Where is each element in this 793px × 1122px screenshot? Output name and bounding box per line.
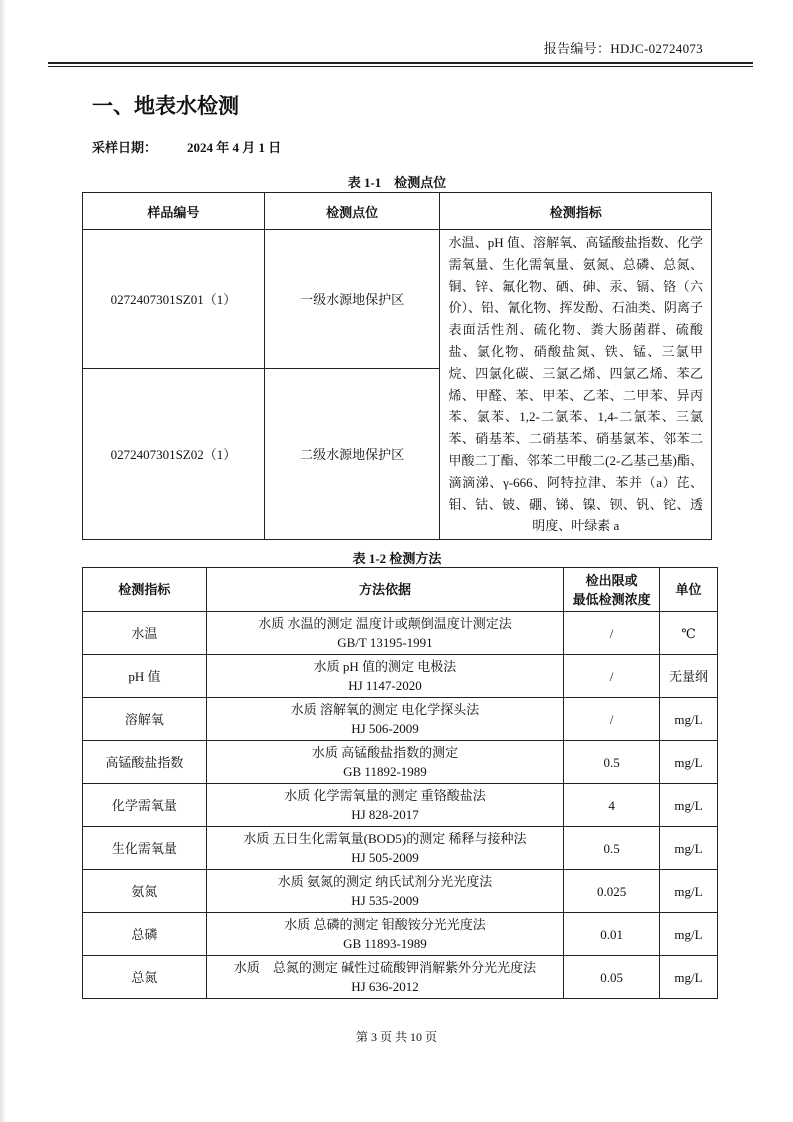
indicator-cell: 溶解氧 bbox=[83, 698, 207, 741]
limit-cell: 0.025 bbox=[564, 870, 660, 913]
table-row bbox=[83, 827, 718, 870]
method-cell bbox=[206, 827, 563, 870]
location-cell: 二级水源地保护区 bbox=[264, 368, 440, 540]
page-number: 第 3 页 共 10 页 bbox=[355, 1030, 437, 1044]
table1-header-indicators: 检测指标 bbox=[440, 193, 712, 230]
table2-caption: 表 1-2 检测方法 bbox=[352, 551, 442, 566]
method-name: 水质 pH 值的测定 电极法 bbox=[313, 659, 457, 674]
indicator-cell: 水温 bbox=[83, 612, 207, 655]
limit-cell: 0.05 bbox=[564, 956, 660, 999]
indicator-cell: 总磷 bbox=[83, 913, 207, 956]
table-row bbox=[83, 741, 718, 784]
table-row bbox=[83, 612, 718, 655]
indicator-cell: 总氮 bbox=[83, 956, 207, 999]
method-cell bbox=[206, 655, 563, 698]
method-cell bbox=[206, 698, 563, 741]
method-cell bbox=[206, 870, 563, 913]
method-name: 水质 五日生化需氧量(BOD5)的测定 稀释与接种法 bbox=[243, 831, 527, 846]
table-monitoring-points bbox=[82, 192, 712, 540]
method-standard: HJ 1147-2020 bbox=[348, 678, 422, 693]
method-name: 水质 高锰酸盐指数的测定 bbox=[311, 745, 459, 760]
table2-header-indicator: 检测指标 bbox=[83, 568, 207, 612]
method-name: 水质 水温的测定 温度计或颠倒温度计测定法 bbox=[258, 616, 512, 631]
method-cell bbox=[206, 956, 563, 999]
unit-cell: mg/L bbox=[660, 741, 718, 784]
method-standard: GB 11892-1989 bbox=[343, 764, 427, 779]
location-cell: 一级水源地保护区 bbox=[264, 230, 440, 369]
unit-cell: mg/L bbox=[660, 698, 718, 741]
sampling-date-line bbox=[92, 137, 281, 156]
method-cell bbox=[206, 784, 563, 827]
scan-edge bbox=[0, 0, 6, 1122]
unit-cell: mg/L bbox=[660, 784, 718, 827]
unit-cell: mg/L bbox=[660, 827, 718, 870]
limit-cell: / bbox=[564, 655, 660, 698]
section-title: 一、地表水检测 bbox=[92, 94, 239, 118]
limit-cell: 0.5 bbox=[564, 741, 660, 784]
table1-caption: 表 1-1 检测点位 bbox=[347, 175, 447, 190]
header-rule-thin bbox=[48, 66, 753, 67]
method-name: 水质 总氮的测定 碱性过硫酸钾消解紫外分光光度法 bbox=[233, 960, 537, 975]
table-test-methods bbox=[82, 567, 718, 999]
method-standard: HJ 506-2009 bbox=[351, 721, 419, 736]
table2-header-limit-line1: 检出限或 bbox=[585, 572, 638, 588]
method-cell bbox=[206, 741, 563, 784]
indicator-cell: 化学需氧量 bbox=[83, 784, 207, 827]
indicator-cell: 生化需氧量 bbox=[83, 827, 207, 870]
method-standard: HJ 828-2017 bbox=[351, 807, 419, 822]
method-name: 水质 溶解氧的测定 电化学探头法 bbox=[290, 702, 480, 717]
indicator-cell: pH 值 bbox=[83, 655, 207, 698]
limit-cell: / bbox=[564, 612, 660, 655]
indicator-cell: 氨氮 bbox=[83, 870, 207, 913]
report-number: 报告编号：HDJC-02724073 bbox=[543, 41, 703, 56]
method-name: 水质 总磷的测定 钼酸铵分光光度法 bbox=[284, 917, 486, 932]
unit-cell: 无量纲 bbox=[660, 655, 718, 698]
table-row bbox=[83, 784, 718, 827]
limit-cell: 0.5 bbox=[564, 827, 660, 870]
limit-cell: 0.01 bbox=[564, 913, 660, 956]
table-row bbox=[83, 870, 718, 913]
table2-header-method: 方法依据 bbox=[206, 568, 563, 612]
table2-header-limit-line2: 最低检测浓度 bbox=[572, 591, 651, 607]
sampling-date-value: 2024 年 4 月 1 日 bbox=[187, 140, 282, 155]
indicators-cell: 水温、pH 值、溶解氧、高锰酸盐指数、化学需氧量、生化需氧量、氨氮、总磷、总氮、铜、锌、氟化物、硒、砷、汞、镉、铬（六价）、铅、氰化物、挥发酚、石油类、阴离子表面活性剂、硫化物、粪大肠菌群、硫酸盐、氯化物、硝酸盐氮、铁、锰、三氯甲烷、四氯化碳、三氯乙烯、四氯乙烯、苯乙烯、甲醛、苯、甲苯、乙苯、二甲苯、异丙苯、氯苯、1,2-二氯苯、1,4-二氯苯、三氯苯、硝基苯、二硝基苯、硝基氯苯、邻苯二甲酸二丁酯、邻苯二甲酸二(2-乙基己基)酯、滴滴涕、γ-666、阿特拉津、苯并（a）芘、钼、钴、铍、硼、锑、镍、钡、钒、铊、透明度、叶绿素 a bbox=[440, 230, 712, 540]
table-row bbox=[83, 913, 718, 956]
method-name: 水质 氨氮的测定 纳氏试剂分光光度法 bbox=[277, 874, 493, 889]
table2-header-unit: 单位 bbox=[660, 568, 718, 612]
unit-cell: ℃ bbox=[660, 612, 718, 655]
table1-header-location: 检测点位 bbox=[264, 193, 440, 230]
sample-id-cell: 0272407301SZ02（1） bbox=[83, 368, 265, 540]
method-standard: GB/T 13195-1991 bbox=[337, 635, 433, 650]
method-name: 水质 化学需氧量的测定 重铬酸盐法 bbox=[284, 788, 486, 803]
table-row bbox=[83, 698, 718, 741]
table-row bbox=[83, 956, 718, 999]
table-row bbox=[83, 655, 718, 698]
method-standard: GB 11893-1989 bbox=[343, 936, 427, 951]
method-cell bbox=[206, 913, 563, 956]
sampling-date-label: 采样日期： bbox=[92, 140, 158, 155]
unit-cell: mg/L bbox=[660, 913, 718, 956]
sample-id-cell: 0272407301SZ01（1） bbox=[83, 230, 265, 369]
table2-header-limit bbox=[564, 568, 660, 612]
limit-cell: / bbox=[564, 698, 660, 741]
unit-cell: mg/L bbox=[660, 956, 718, 999]
method-standard: HJ 535-2009 bbox=[351, 893, 419, 908]
method-standard: HJ 505-2009 bbox=[351, 850, 419, 865]
indicator-cell: 高锰酸盐指数 bbox=[83, 741, 207, 784]
table-row bbox=[83, 230, 712, 369]
header-rule-thick bbox=[48, 62, 753, 64]
unit-cell: mg/L bbox=[660, 870, 718, 913]
method-standard: HJ 636-2012 bbox=[351, 979, 419, 994]
method-cell bbox=[206, 612, 563, 655]
limit-cell: 4 bbox=[564, 784, 660, 827]
table1-header-sample-id: 样品编号 bbox=[83, 193, 265, 230]
